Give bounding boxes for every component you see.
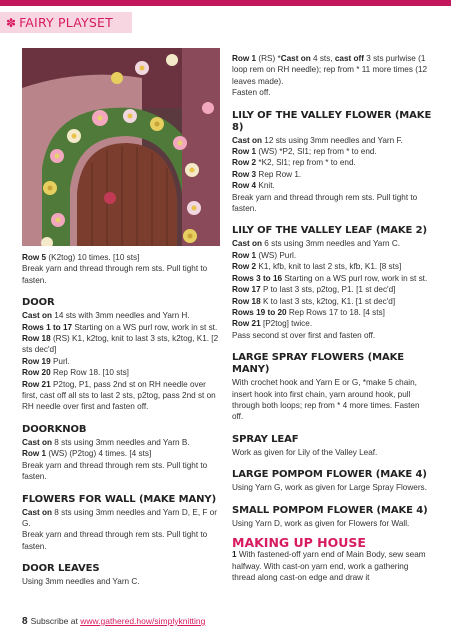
row-label: Cast on bbox=[22, 437, 53, 447]
row-label: Row 1 bbox=[232, 250, 257, 260]
page-footer bbox=[22, 616, 205, 627]
row-label: Row 21 bbox=[232, 319, 261, 329]
spray-leaf-instructions bbox=[232, 447, 432, 458]
doorknob-heading: DOORKNOB bbox=[22, 423, 87, 435]
spray-leaf-heading: SPRAY LEAF bbox=[232, 433, 299, 445]
right-column bbox=[232, 53, 432, 584]
door-heading: DOOR bbox=[22, 297, 55, 309]
instruction-text: Break yarn and thread through rem sts. Pull tight to fasten. bbox=[232, 192, 418, 214]
lily-flower-heading: LILY OF THE VALLEY FLOWER (MAKE 8) bbox=[232, 109, 432, 133]
top-accent-bar bbox=[0, 0, 451, 6]
row-text: (K2tog) 10 times. [10 sts] bbox=[46, 253, 140, 262]
row-label: Cast on bbox=[232, 239, 263, 249]
row-label: Rows 1 to 17 bbox=[22, 322, 73, 332]
row-text: Rep Row 1. bbox=[256, 169, 302, 179]
instruction-text: Using Yarn G, work as given for Large Spray Flowers. bbox=[232, 483, 427, 493]
instruction-text: Fasten off. bbox=[232, 88, 271, 98]
row-text: 3 sts purlwise (1 loop rem on RH needle); rep from * 11 more times (12 leaves made). bbox=[232, 54, 428, 86]
small-pompom-heading: SMALL POMPOM FLOWER (MAKE 4) bbox=[232, 504, 428, 516]
row-text: [P2tog] twice. bbox=[260, 319, 313, 329]
row-label: Row 21 bbox=[22, 379, 51, 389]
row-text: Starting on a WS purl row, work in st st. bbox=[282, 273, 428, 283]
row-text: *K2, Sl1; rep from * to end. bbox=[256, 158, 356, 168]
instruction-text: Using Yarn D, work as given for Flowers for Wall. bbox=[232, 518, 410, 528]
leaves-continued bbox=[232, 53, 432, 99]
small-pompom-instructions bbox=[232, 518, 432, 529]
intro-block bbox=[22, 252, 222, 286]
row-label: Row 1 bbox=[232, 147, 257, 157]
door-instructions bbox=[22, 310, 222, 413]
row-label: cast off bbox=[334, 54, 364, 63]
instruction-text: Break yarn and thread through rem sts. Pull tight to fasten. bbox=[22, 264, 208, 285]
doorknob-instructions bbox=[22, 437, 222, 483]
instruction-text: Break yarn and thread through rem sts. Pull tight to fasten. bbox=[22, 530, 208, 551]
row-label: Row 18 bbox=[22, 334, 51, 344]
row-text: Starting on a WS purl row, work in st st. bbox=[72, 322, 218, 332]
row-text: (WS) Purl. bbox=[256, 250, 297, 260]
row-label: Cast on bbox=[22, 311, 53, 321]
row-text: 4 sts, bbox=[310, 54, 335, 63]
row-text: (RS) * bbox=[256, 54, 281, 63]
row-label: Cast on bbox=[232, 135, 263, 145]
flowers-wall-heading: FLOWERS FOR WALL (MAKE MANY) bbox=[22, 493, 217, 505]
row-text: K1, kfb, knit to last 2 sts, kfb, K1. [8 sts] bbox=[256, 262, 402, 272]
large-spray-heading: LARGE SPRAY FLOWERS (MAKE MANY) bbox=[232, 352, 405, 376]
row-text: Rep Row 18. [10 sts] bbox=[50, 368, 129, 378]
lily-leaf-heading: LILY OF THE VALLEY LEAF (MAKE 2) bbox=[232, 225, 427, 237]
row-label: Cast on bbox=[22, 507, 53, 517]
flower-star-icon: ✽ bbox=[6, 15, 17, 30]
page-number: 8 bbox=[22, 616, 28, 627]
instruction-text: Work as given for Lily of the Valley Leaf. bbox=[232, 447, 378, 457]
row-label: Cast on bbox=[280, 54, 311, 63]
flowers-wall-instructions bbox=[22, 507, 222, 553]
row-label: Rows 19 to 20 bbox=[232, 307, 287, 317]
row-label: Rows 3 to 16 bbox=[232, 273, 283, 283]
large-spray-instructions bbox=[232, 377, 432, 423]
row-text: 8 sts using 3mm needles and Yarn B. bbox=[52, 437, 190, 447]
row-text: (WS) (P2tog) 4 times. [4 sts] bbox=[46, 449, 152, 459]
row-label: Row 17 bbox=[232, 285, 261, 295]
row-text: Knit. bbox=[256, 181, 275, 191]
row-text: 12 sts using 3mm needles and Yarn F. bbox=[262, 135, 403, 145]
left-column bbox=[22, 252, 222, 588]
door-leaves-instructions bbox=[22, 576, 222, 587]
door-leaves-heading: DOOR LEAVES bbox=[22, 563, 100, 575]
step-number: 1 bbox=[232, 550, 237, 560]
knitted-house-photo bbox=[22, 48, 220, 246]
subscribe-link[interactable]: www.gathered.how/simplyknitting bbox=[80, 616, 206, 626]
row-label: Row 4 bbox=[232, 181, 257, 191]
row-text: P2tog, P1, pass 2nd st on RH needle over first, cast off all sts to last 2 sts, p2tog, pass 2nd st on RH needle over first and fasten off. bbox=[22, 379, 216, 412]
instruction-text: Pass second st over first and fasten off. bbox=[232, 330, 376, 340]
section-title: FAIRY PLAYSET bbox=[19, 15, 113, 30]
subscribe-text: Subscribe at bbox=[30, 616, 81, 626]
row-label: Row 1 bbox=[232, 54, 257, 63]
instruction-text: With fastened-off yarn end of Main Body, sew seam halfway. With cast-on yarn end, work a gathering thread along cast-on edge and draw it bbox=[232, 550, 426, 583]
row-label: Row 19 bbox=[22, 356, 51, 366]
instruction-text: Using 3mm needles and Yarn C. bbox=[22, 577, 140, 587]
lily-leaf-instructions bbox=[232, 238, 432, 341]
row-label: Row 20 bbox=[22, 368, 51, 378]
row-text: K to last 3 sts, k2tog, K1. [1 st dec'd] bbox=[260, 296, 396, 306]
lily-flower-instructions bbox=[232, 135, 432, 215]
large-pompom-instructions bbox=[232, 482, 432, 493]
row-text: 8 sts using 3mm needles and Yarn D, E, F or G. bbox=[22, 507, 217, 528]
row-text: Rep Rows 17 to 18. [4 sts] bbox=[286, 307, 385, 317]
row-label: Row 1 bbox=[22, 449, 47, 459]
row-label: Row 2 bbox=[232, 158, 257, 168]
row-label: Row 3 bbox=[232, 169, 257, 179]
making-up-heading: MAKING UP HOUSE bbox=[232, 534, 366, 550]
row-text: Purl. bbox=[50, 356, 70, 366]
row-label: Row 2 bbox=[232, 262, 257, 272]
row-text: 6 sts using 3mm needles and Yarn C. bbox=[262, 239, 401, 249]
row-label: Row 5 bbox=[22, 253, 47, 262]
row-text: (RS) K1, k2tog, knit to last 3 sts, k2tog, K1. [2 sts dec'd] bbox=[22, 334, 219, 355]
instruction-text: With crochet hook and Yarn E or G, *make 5 chain, insert hook into first chain, yarn around hook, pull through both loops; rep from * 4 more times. Fasten off. bbox=[232, 378, 420, 422]
instruction-text: Break yarn and thread through rem sts. Pull tight to fasten. bbox=[22, 460, 208, 482]
section-tag bbox=[0, 12, 132, 33]
row-text: 14 sts with 3mm needles and Yarn H. bbox=[52, 311, 190, 321]
row-label: Row 18 bbox=[232, 296, 261, 306]
row-text: (WS) *P2, Sl1; rep from * to end. bbox=[256, 147, 377, 157]
row-text: P to last 3 sts, p2tog, P1. [1 st dec'd] bbox=[260, 285, 396, 295]
large-pompom-heading: LARGE POMPOM FLOWER (MAKE 4) bbox=[232, 469, 427, 481]
making-up-instructions bbox=[232, 549, 432, 583]
